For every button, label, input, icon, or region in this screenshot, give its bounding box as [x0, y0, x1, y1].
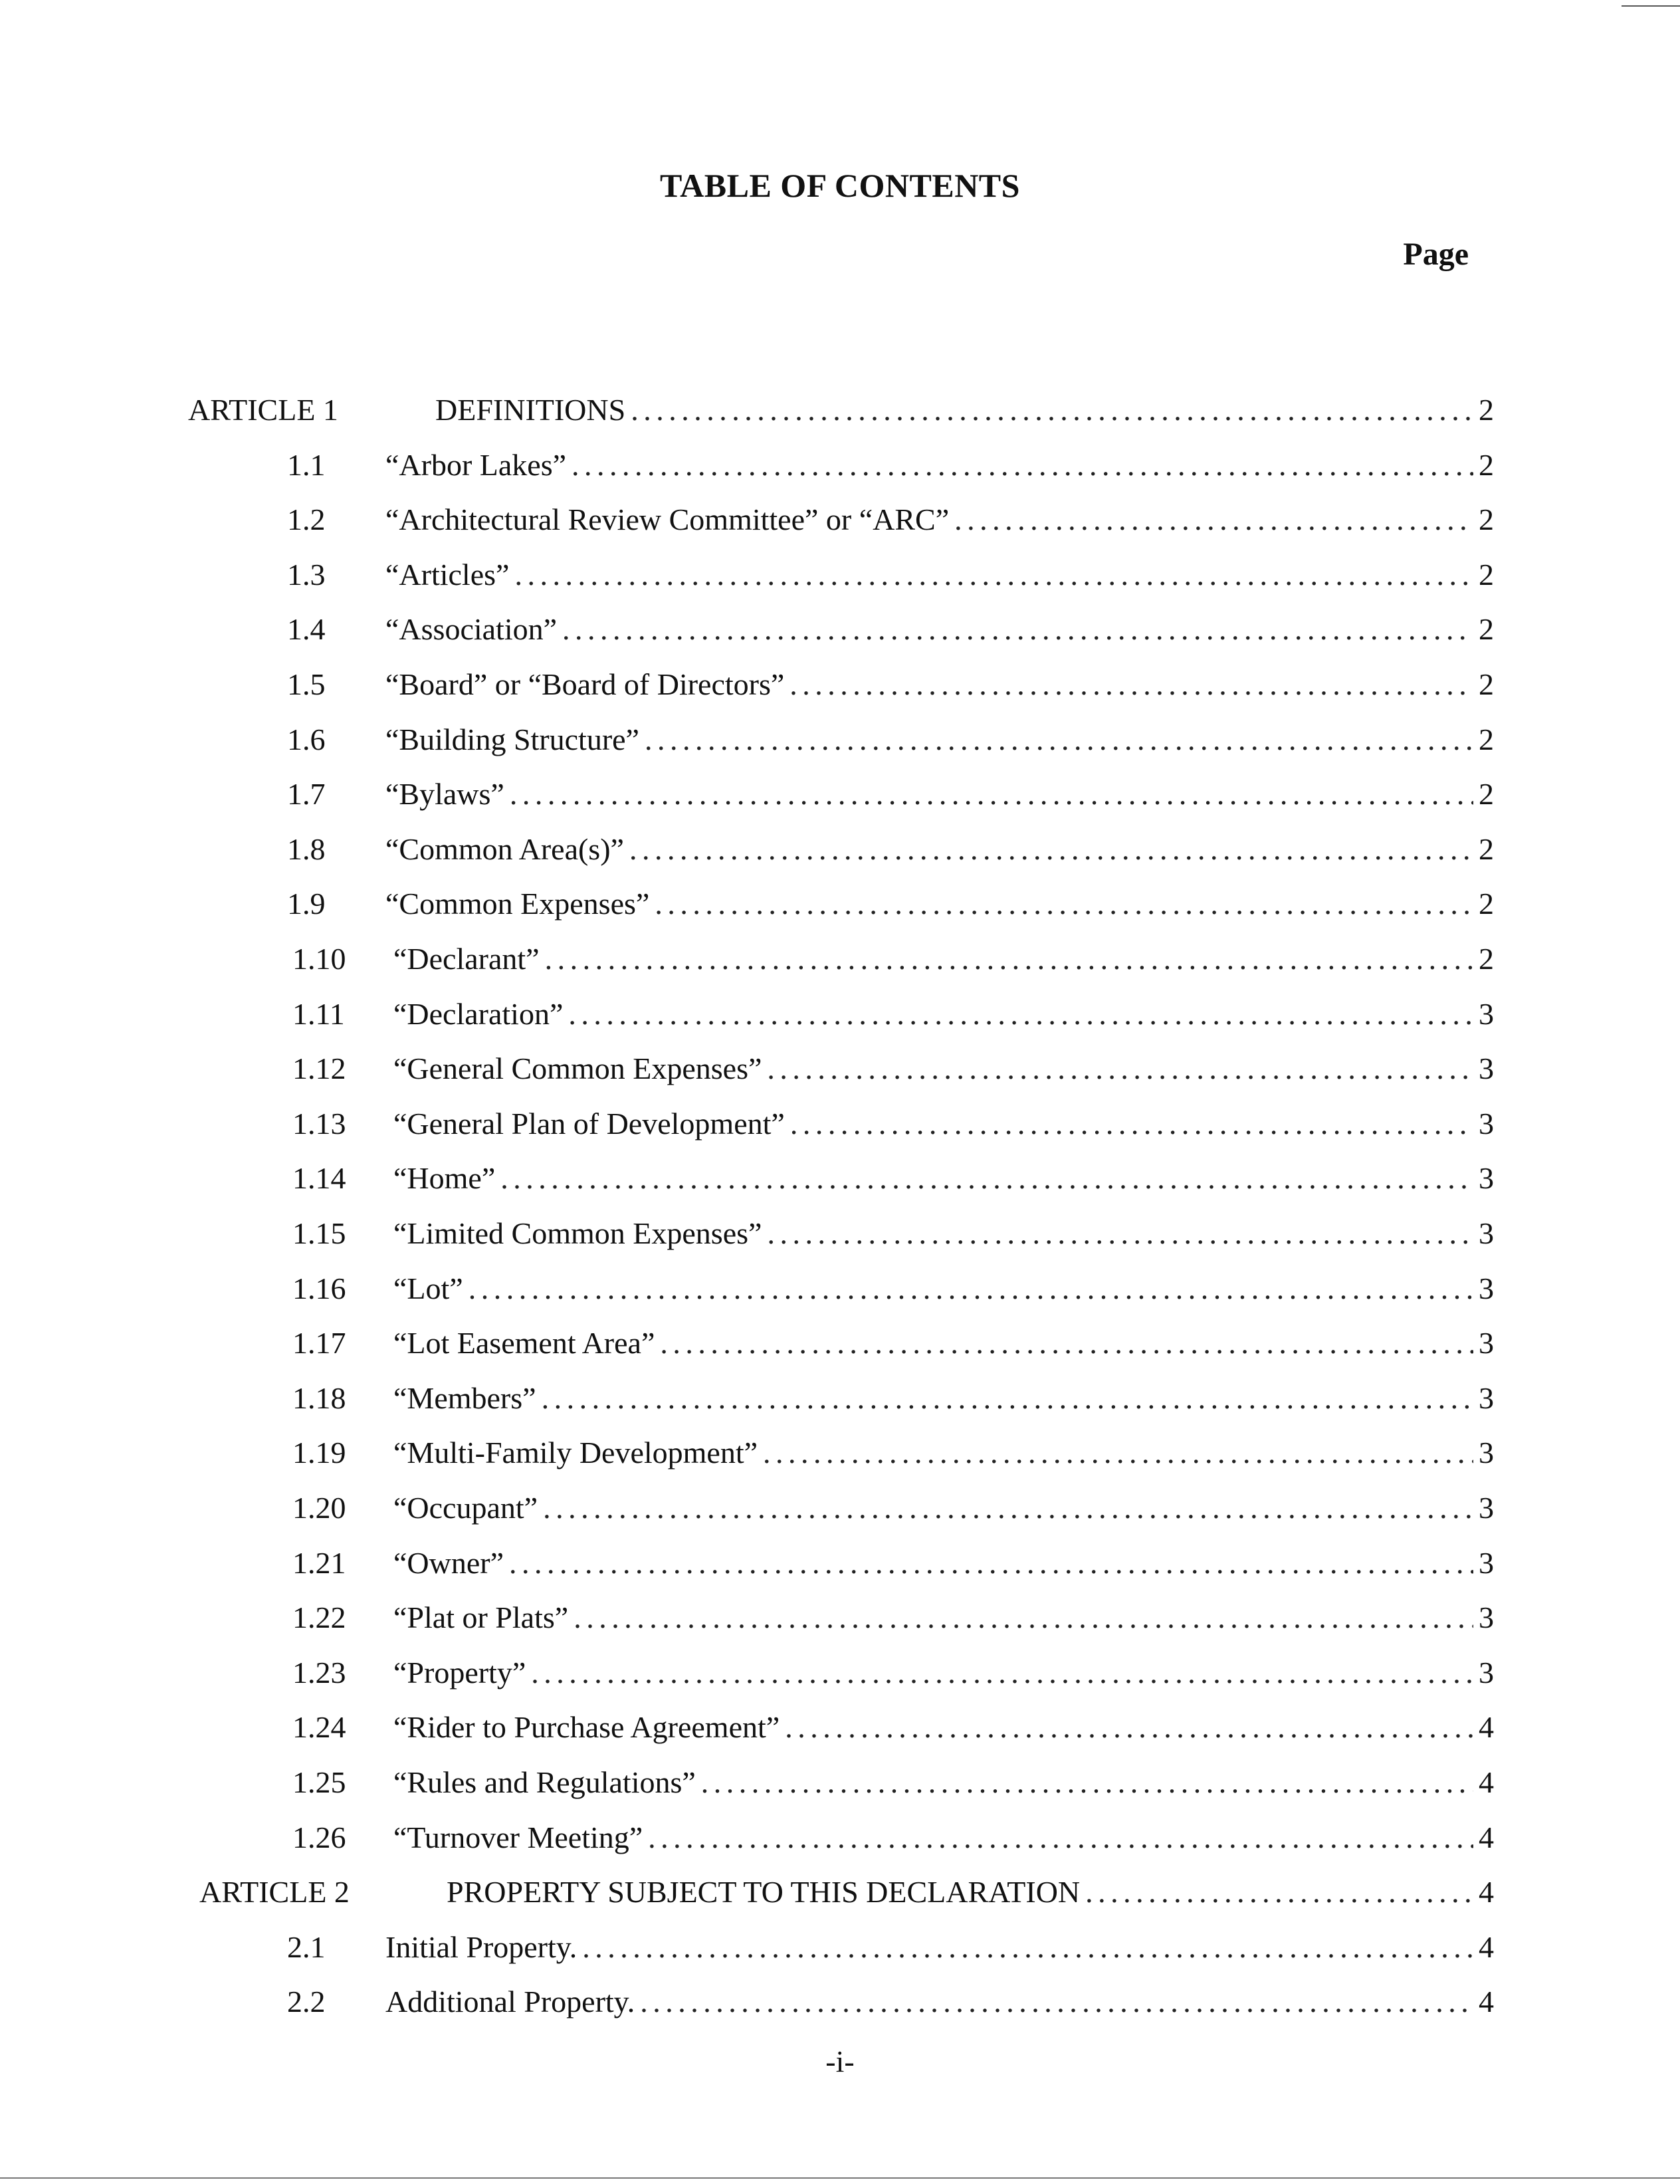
toc-entry-number: 1.14 [292, 1161, 346, 1195]
dot-leader [531, 1650, 1473, 1696]
toc-entry-page: 3 [1479, 1271, 1494, 1305]
toc-entry-line [393, 1650, 1494, 1696]
toc-entry-number: 1.12 [292, 1051, 346, 1085]
dot-leader [631, 387, 1473, 433]
toc-section-entry [0, 1320, 1680, 1366]
toc-section-entry [0, 1375, 1680, 1422]
toc-entry-page: 4 [1479, 1875, 1494, 1909]
toc-entry-page: 3 [1479, 1326, 1494, 1360]
dot-leader [582, 1924, 1473, 1971]
toc-section-entry [0, 826, 1680, 873]
toc-entry-line [393, 936, 1494, 982]
toc-entry-number: 1.16 [292, 1271, 346, 1305]
toc-entry-number: 1.24 [292, 1710, 346, 1744]
toc-entry-page: 3 [1479, 997, 1494, 1031]
toc-entry-page: 2 [1479, 612, 1494, 646]
toc-entry-page: 3 [1479, 1491, 1494, 1525]
toc-entry-number: 1.17 [292, 1326, 346, 1360]
toc-entry-title: “Multi-Family Development” [393, 1436, 758, 1470]
toc-entry-title: “Home” [393, 1161, 496, 1195]
dot-leader [763, 1430, 1473, 1476]
toc-entry-line [385, 496, 1494, 543]
dot-leader [660, 1320, 1473, 1366]
toc-entry-line [385, 552, 1494, 598]
toc-entry-title: “Declaration” [393, 997, 564, 1031]
toc-entry-line [393, 1594, 1494, 1641]
toc-article-entry [0, 1869, 1680, 1915]
toc-entry-line [385, 1979, 1494, 2025]
toc-entry-number: 2.2 [287, 1985, 326, 2019]
toc-entry-title: “Members” [393, 1381, 536, 1415]
toc-entry-title: “Lot Easement Area” [393, 1326, 655, 1360]
toc-entry-number: 1.3 [287, 558, 326, 592]
toc-entry-number: 1.4 [287, 612, 326, 646]
toc-entry-title: “Bylaws” [385, 777, 504, 811]
toc-section-entry [0, 771, 1680, 818]
dot-leader [629, 826, 1473, 873]
toc-entry-line [393, 1759, 1494, 1806]
dot-leader [514, 552, 1473, 598]
toc-entry-number: 1.25 [292, 1765, 346, 1799]
dot-leader [645, 716, 1473, 763]
toc-entry-title: “Property” [393, 1656, 526, 1690]
toc-entry-title: “Articles” [385, 558, 510, 592]
toc-entry-page: 4 [1479, 1765, 1494, 1799]
dot-leader [562, 606, 1473, 653]
toc-section-entry [0, 716, 1680, 763]
toc-entry-line [385, 771, 1494, 818]
page-edge-top [1622, 5, 1680, 7]
toc-entry-number: 2.1 [287, 1930, 326, 1964]
toc-entry-title: “Common Area(s)” [385, 832, 624, 866]
toc-entry-title: “Owner” [393, 1546, 504, 1580]
toc-entry-number: 1.7 [287, 777, 326, 811]
dot-leader [640, 1979, 1473, 2025]
toc-article-entry [0, 387, 1680, 433]
page-column-header: Page [1403, 237, 1469, 272]
toc-section-entry [0, 936, 1680, 982]
toc-section-entry [0, 1101, 1680, 1147]
toc-entry-page: 4 [1479, 1985, 1494, 2019]
toc-entry-title: “Arbor Lakes” [385, 448, 567, 482]
toc-entry-line [385, 661, 1494, 708]
toc-entry-title: “General Common Expenses” [393, 1051, 762, 1085]
toc-entry-line [393, 1430, 1494, 1476]
toc-section-entry [0, 1485, 1680, 1531]
toc-entry-line [385, 881, 1494, 927]
toc-entry-page: 2 [1479, 942, 1494, 976]
toc-entry-title: “Limited Common Expenses” [393, 1216, 762, 1250]
toc-title: TABLE OF CONTENTS [660, 167, 1020, 204]
toc-entry-page: 3 [1479, 1546, 1494, 1580]
toc-section-entry [0, 881, 1680, 927]
dot-leader [701, 1759, 1473, 1806]
toc-entry-number: 1.23 [292, 1656, 346, 1690]
toc-entry-title: PROPERTY SUBJECT TO THIS DECLARATION [447, 1875, 1081, 1909]
toc-entry-number: 1.2 [287, 502, 326, 536]
toc-entry-number: 1.26 [292, 1820, 346, 1854]
toc-entry-number: ARTICLE 1 [188, 393, 338, 427]
toc-entry-number: 1.22 [292, 1600, 346, 1634]
toc-section-entry [0, 1540, 1680, 1586]
dot-leader [767, 1210, 1473, 1257]
dot-leader [500, 1155, 1473, 1202]
toc-section-entry [0, 1924, 1680, 1971]
toc-entry-number: 1.10 [292, 942, 346, 976]
toc-entry-page: 3 [1479, 1600, 1494, 1634]
toc-entry-title: “Declarant” [393, 942, 540, 976]
toc-entry-line [393, 1485, 1494, 1531]
toc-entry-line [393, 991, 1494, 1037]
toc-entry-line [435, 387, 1494, 433]
page-edge-bottom [0, 2177, 1680, 2179]
toc-entry-page: 3 [1479, 1107, 1494, 1141]
toc-entry-title: “General Plan of Development” [393, 1107, 785, 1141]
toc-entry-number: 1.9 [287, 887, 326, 921]
toc-entry-title: Initial Property. [385, 1930, 578, 1964]
toc-entry-page: 2 [1479, 777, 1494, 811]
dot-leader [1085, 1869, 1473, 1915]
toc-entry-number: ARTICLE 2 [199, 1875, 350, 1909]
toc-entry-page: 3 [1479, 1216, 1494, 1250]
toc-entry-page: 3 [1479, 1656, 1494, 1690]
dot-leader [509, 1540, 1473, 1586]
toc-entry-title: “Building Structure” [385, 722, 639, 756]
dot-leader [954, 496, 1473, 543]
toc-section-entry [0, 661, 1680, 708]
toc-section-entry [0, 1979, 1680, 2025]
toc-entry-title: “Board” or “Board of Directors” [385, 667, 785, 701]
toc-section-entry [0, 1650, 1680, 1696]
toc-entry-line [385, 442, 1494, 489]
toc-entry-title: “Common Expenses” [385, 887, 650, 921]
toc-entry-line [393, 1540, 1494, 1586]
toc-section-entry [0, 552, 1680, 598]
toc-entry-line [393, 1045, 1494, 1092]
dot-leader [785, 1704, 1473, 1751]
toc-entry-page: 3 [1479, 1381, 1494, 1415]
toc-entry-page: 2 [1479, 393, 1494, 427]
toc-entry-number: 1.8 [287, 832, 326, 866]
toc-entry-title: “Plat or Plats” [393, 1600, 569, 1634]
toc-section-entry [0, 606, 1680, 653]
toc-entry-line [385, 606, 1494, 653]
toc-entry-page: 4 [1479, 1820, 1494, 1854]
toc-entry-title: “Rider to Purchase Agreement” [393, 1710, 780, 1744]
toc-section-entry [0, 496, 1680, 543]
dot-leader [542, 1375, 1473, 1422]
toc-entry-page: 3 [1479, 1436, 1494, 1470]
footer-page-number: -i- [825, 2044, 855, 2078]
toc-entry-number: 1.21 [292, 1546, 346, 1580]
toc-section-entry [0, 1430, 1680, 1476]
toc-entry-number: 1.5 [287, 667, 326, 701]
toc-section-entry [0, 991, 1680, 1037]
toc-entry-number: 1.11 [292, 997, 345, 1031]
toc-entry-number: 1.1 [287, 448, 326, 482]
dot-leader [572, 442, 1473, 489]
toc-entry-line [385, 826, 1494, 873]
dot-leader [510, 771, 1473, 818]
dot-leader [789, 661, 1473, 708]
toc-entry-line [393, 1210, 1494, 1257]
toc-entry-number: 1.20 [292, 1491, 346, 1525]
toc-entry-page: 4 [1479, 1710, 1494, 1744]
toc-entry-page: 2 [1479, 667, 1494, 701]
dot-leader [543, 1485, 1473, 1531]
toc-entry-number: 1.15 [292, 1216, 346, 1250]
toc-entry-line [393, 1101, 1494, 1147]
toc-entry-title: “Occupant” [393, 1491, 538, 1525]
toc-entry-title: “Architectural Review Committee” or “ARC” [385, 502, 950, 536]
toc-entry-title: “Association” [385, 612, 558, 646]
toc-section-entry [0, 1594, 1680, 1641]
toc-entry-line [393, 1704, 1494, 1751]
toc-section-entry [0, 1759, 1680, 1806]
toc-entry-title: Additional Property. [385, 1985, 635, 2019]
toc-entry-line [393, 1155, 1494, 1202]
toc-entry-page: 2 [1479, 832, 1494, 866]
toc-section-entry [0, 1155, 1680, 1202]
toc-entry-page: 2 [1479, 887, 1494, 921]
toc-entry-number: 1.18 [292, 1381, 346, 1415]
toc-entry-page: 2 [1479, 722, 1494, 756]
toc-entry-line [385, 1924, 1494, 1971]
dot-leader [469, 1265, 1473, 1312]
dot-leader [767, 1045, 1473, 1092]
toc-section-entry [0, 1265, 1680, 1312]
toc-entry-title: “Rules and Regulations” [393, 1765, 696, 1799]
toc-entry-number: 1.19 [292, 1436, 346, 1470]
toc-entry-page: 2 [1479, 502, 1494, 536]
toc-entry-number: 1.13 [292, 1107, 346, 1141]
toc-entry-number: 1.6 [287, 722, 326, 756]
toc-section-entry [0, 1814, 1680, 1861]
toc-section-entry [0, 1704, 1680, 1751]
dot-leader [568, 991, 1473, 1037]
dot-leader [574, 1594, 1473, 1641]
toc-entry-title: “Lot” [393, 1271, 463, 1305]
dot-leader [655, 881, 1473, 927]
toc-entry-page: 2 [1479, 448, 1494, 482]
dot-leader [648, 1814, 1473, 1861]
dot-leader [790, 1101, 1473, 1147]
toc-entry-line [393, 1265, 1494, 1312]
toc-entry-line [393, 1814, 1494, 1861]
toc-section-entry [0, 1210, 1680, 1257]
toc-entry-line [385, 716, 1494, 763]
toc-entry-title: “Turnover Meeting” [393, 1820, 643, 1854]
toc-entry-page: 3 [1479, 1051, 1494, 1085]
toc-entry-line [393, 1375, 1494, 1422]
toc-entry-line [447, 1869, 1494, 1915]
toc-entry-page: 2 [1479, 558, 1494, 592]
toc-entry-title: DEFINITIONS [435, 393, 626, 427]
toc-section-entry [0, 442, 1680, 489]
toc-entry-page: 4 [1479, 1930, 1494, 1964]
toc-section-entry [0, 1045, 1680, 1092]
dot-leader [545, 936, 1473, 982]
toc-entry-page: 3 [1479, 1161, 1494, 1195]
toc-entry-line [393, 1320, 1494, 1366]
